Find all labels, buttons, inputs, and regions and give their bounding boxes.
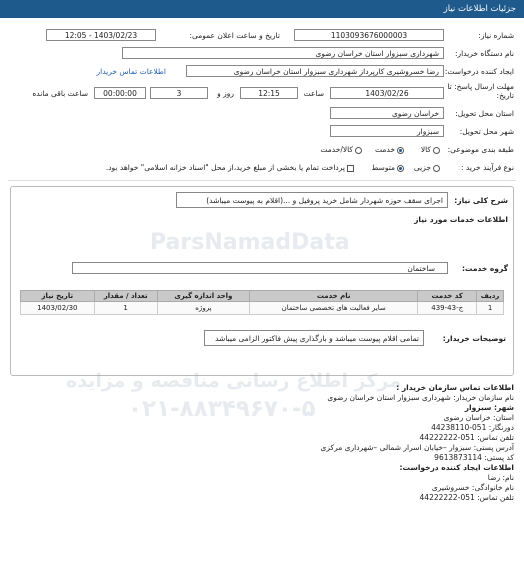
remaining-time-label: ساعت باقی مانده: [32, 89, 88, 98]
buyer-org-field: شهرداری سبزوار استان خراسان رضوی: [122, 47, 444, 59]
cell-service-code: ج-43-439: [418, 302, 477, 315]
service-group-label: گروه خدمت:: [461, 264, 508, 273]
buyer-contact-link[interactable]: اطلاعات تماس خریدار: [96, 67, 166, 76]
divider: [8, 180, 516, 181]
province-field: خراسان رضوی: [330, 107, 444, 119]
need-number-field: 1103093676000003: [294, 29, 444, 41]
org-fax: دورنگار: 051-44238110: [431, 423, 514, 432]
col-unit: واحد اندازه گیری: [157, 291, 249, 302]
radio-icon[interactable]: [355, 147, 362, 154]
col-row: ردیف: [477, 291, 504, 302]
page-title: جزئیات اطلاعات نیاز: [443, 4, 516, 14]
org-phone: تلفن تماس: 051-44222222: [419, 433, 514, 442]
creator-contact-title: اطلاعات ایجاد کننده درخواست:: [399, 463, 514, 472]
cell-unit: پروژه: [157, 302, 249, 315]
requester-label: ایجاد کننده درخواست:: [444, 67, 514, 76]
remaining-time-field: 00:00:00: [94, 87, 146, 99]
deadline-label-2: تاریخ:: [496, 91, 514, 100]
col-service-code: کد خدمت: [418, 291, 477, 302]
deadline-date-field: 1403/02/26: [330, 87, 444, 99]
summary-label: شرح کلی نیاز:: [454, 196, 508, 205]
col-service-name: نام خدمت: [250, 291, 418, 302]
city-label: شهر محل تحویل:: [459, 127, 514, 136]
cell-quantity: 1: [94, 302, 157, 315]
services-title: اطلاعات خدمات مورد نیاز: [414, 215, 508, 224]
buyer-notes-label: توضیحات خریدار:: [442, 334, 506, 343]
checkbox-icon[interactable]: [347, 165, 354, 172]
deadline-time-label: ساعت: [303, 89, 324, 98]
process-type-label: نوع فرآیند خرید :: [460, 163, 514, 172]
org-postal-code: کد پستی: 9613873114: [434, 453, 514, 462]
radio-icon[interactable]: [433, 147, 440, 154]
deadline-label-1: مهلت ارسال پاسخ: تا: [447, 82, 514, 91]
cell-need-date: 1403/02/30: [21, 302, 95, 315]
creator-last-name: نام خانوادگی: خسروشیری: [431, 483, 514, 492]
service-group-field: ساختمان: [72, 262, 448, 274]
page-header: [0, 0, 524, 18]
watermark-org-text: مرکز اطلاع رسانی مناقصه و مزایده: [66, 370, 402, 392]
org-city: شهر: سبزوار: [464, 403, 514, 412]
watermark-phone-text: ۰۲۱-۸۸۳۴۹۶۷۰-۵: [128, 396, 316, 422]
days-label: روز و: [217, 89, 234, 98]
buyer-org-label: نام دستگاه خریدار:: [454, 49, 514, 58]
days-remaining-field: 3: [150, 87, 208, 99]
radio-selected-icon[interactable]: [397, 165, 404, 172]
radio-icon[interactable]: [433, 165, 440, 172]
province-label: استان محل تحویل:: [455, 109, 514, 118]
requester-field: رضا خسروشیری کارپرداز شهرداری سبزوار استان خراسان رضوی: [186, 65, 444, 77]
creator-first-name: نام: رضا: [487, 473, 514, 482]
treasury-payment-checkbox[interactable]: پرداخت تمام یا بخشی از مبلغ خرید،از محل "اسناد خزانه اسلامی" خواهد بود.: [106, 163, 354, 172]
process-option-medium[interactable]: متوسط: [371, 163, 404, 172]
summary-field: اجرای سقف حوزه شهردار شامل خرید پروفیل و ...(اقلام به پیوست میباشد): [176, 192, 448, 208]
process-option-minor[interactable]: جزیی: [414, 163, 440, 172]
org-contact-title: اطلاعات تماس سازمان خریدار :: [396, 383, 514, 392]
cell-row: 1: [477, 302, 504, 315]
deadline-time-field: 12:15: [240, 87, 298, 99]
creator-phone: تلفن تماس: 051-44222222: [419, 493, 514, 502]
services-table: [20, 290, 504, 315]
category-label: طبقه بندی موضوعی:: [447, 145, 514, 154]
radio-selected-icon[interactable]: [397, 147, 404, 154]
category-option-goods[interactable]: کالا: [421, 145, 440, 154]
announce-date-label: تاریخ و ساعت اعلان عمومی:: [189, 31, 280, 40]
org-name: نام سازمان خریدار: شهرداری سبزوار استان خراسان رضوی: [327, 393, 514, 402]
announce-date-field: 1403/02/23 - 12:05: [46, 29, 156, 41]
org-province: استان: خراسان رضوی: [443, 413, 514, 422]
org-address: آدرس پستی: سبزوار –خیابان اسرار شمالی –شهرداری مرکزی: [320, 443, 514, 452]
col-quantity: تعداد / مقدار: [94, 291, 157, 302]
city-field: سبزوار: [330, 125, 444, 137]
category-option-service[interactable]: خدمت: [375, 145, 404, 154]
table-row: [21, 302, 504, 315]
col-need-date: تاریخ نیاز: [21, 291, 95, 302]
table-header-row: [21, 291, 504, 302]
category-option-goods-service[interactable]: کالا/خدمت: [320, 145, 362, 154]
cell-service-name: سایر فعالیت های تخصصی ساختمان: [250, 302, 418, 315]
buyer-notes-field: تمامی اقلام پیوست میباشد و بارگذاری پیش فاکتور الزامی میباشد: [204, 330, 424, 346]
need-number-label: شماره نیاز:: [478, 31, 514, 40]
